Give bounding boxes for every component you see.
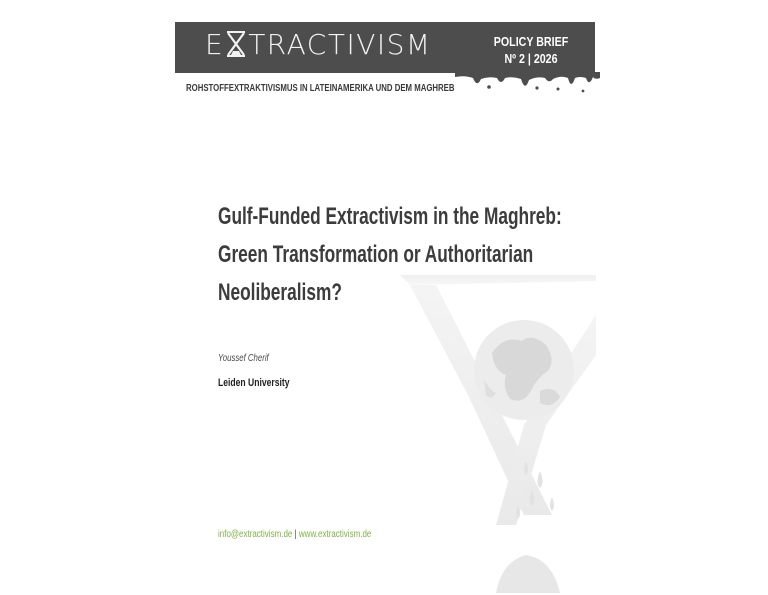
brand-logo — [205, 28, 432, 61]
brief-number: Nº 2 | 2026 — [504, 51, 558, 66]
background-hourglass-globe-graphic — [400, 275, 596, 595]
hourglass-x-icon — [225, 31, 247, 57]
author-name: Youssef Cherif — [218, 353, 269, 364]
brand-suffix: TRACTIVISM — [248, 28, 432, 61]
header-banner — [175, 22, 595, 73]
title-line-3: Neoliberalism? — [218, 279, 342, 306]
title-line-1: Gulf-Funded Extractivism in the Maghreb: — [218, 203, 562, 230]
header-subtitle: ROHSTOFFEXTRAKTIVISMUS IN LATEINAMERIKA UND DEM MAGHREB — [186, 83, 455, 94]
brief-label: POLICY BRIEF — [493, 34, 569, 49]
drip-icon — [455, 72, 600, 96]
brief-label-block — [492, 33, 571, 67]
author-affiliation: Leiden University — [218, 377, 290, 389]
document-title — [218, 198, 621, 312]
website-link[interactable]: www.extractivism.de — [298, 529, 372, 540]
title-line-2: Green Transformation or Authoritarian — [218, 241, 534, 268]
globe-icon — [474, 320, 574, 420]
email-link[interactable]: info@extractivism.de — [218, 529, 293, 540]
contact-separator: | — [292, 529, 299, 540]
footer-contact — [218, 529, 371, 540]
brand-prefix: E — [205, 28, 225, 61]
